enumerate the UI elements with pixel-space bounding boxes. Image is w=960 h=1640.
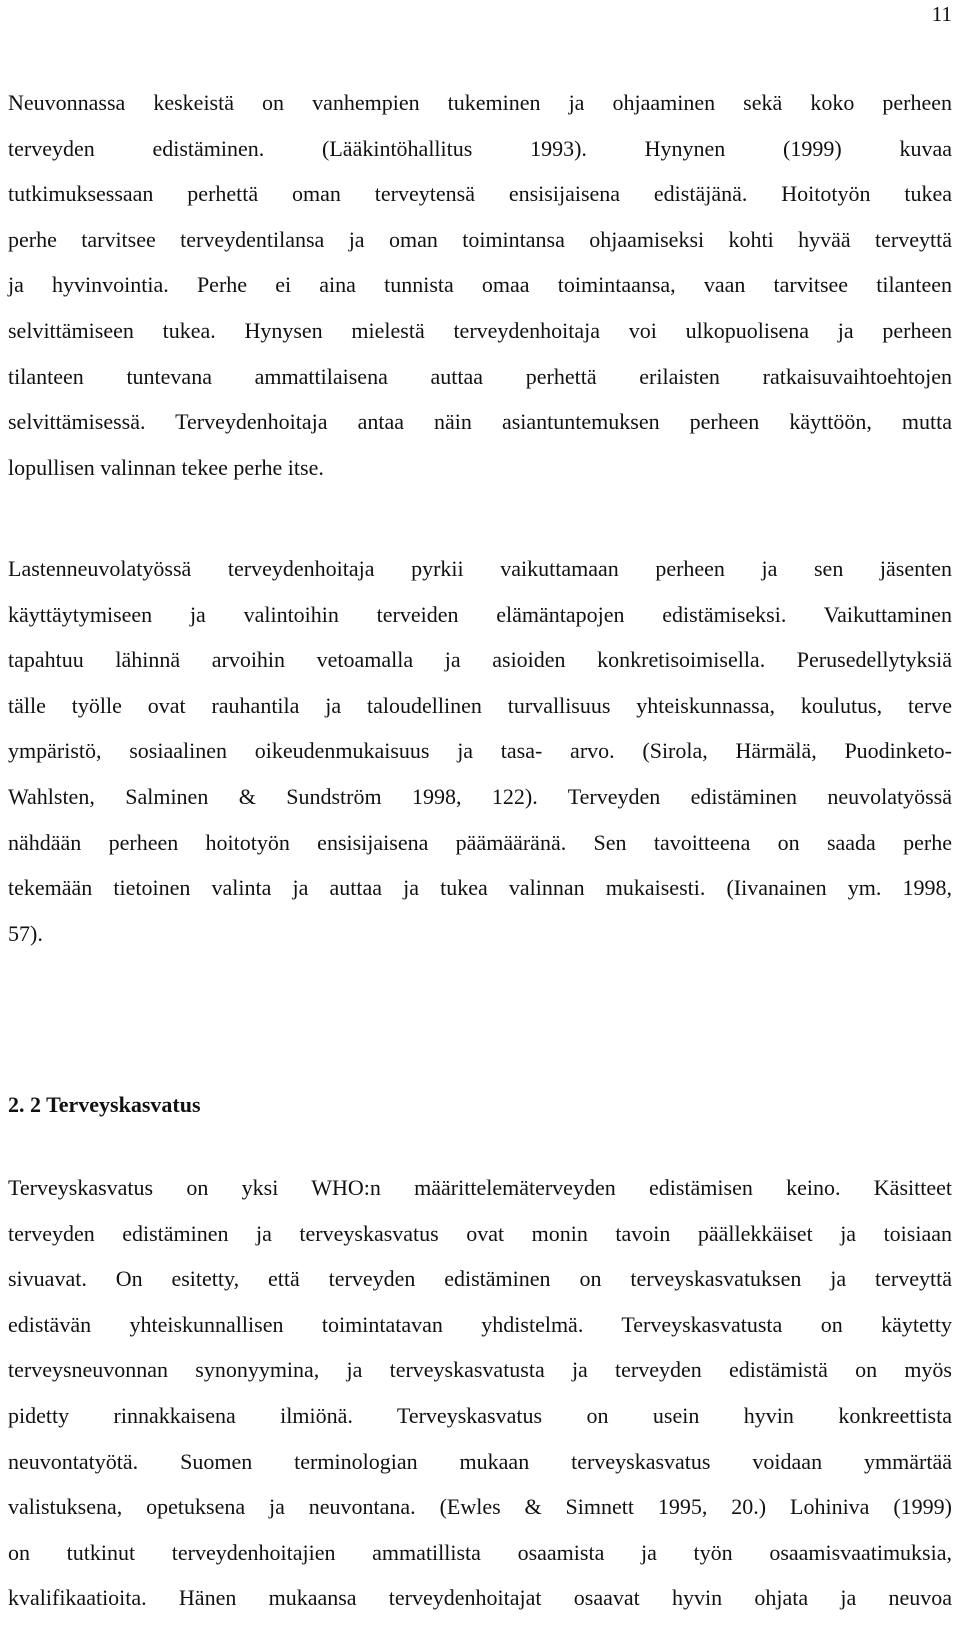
text-line: selvittämisessä. Terveydenhoitaja antaa näin asiantuntemuksen perheen käyttöön, mutta: [8, 409, 952, 435]
text-line: tilanteen tuntevana ammattilaisena auttaa perhettä erilaisten ratkaisuvaihtoehtojen: [8, 363, 952, 389]
text-line: neuvontatyötä. Suomen terminologian mukaan terveyskasvatus voidaan ymmärtää: [8, 1448, 952, 1474]
paragraph-neuvonta: [8, 80, 952, 490]
text-line: Lastenneuvolatyössä terveydenhoitaja pyrkii vaikuttamaan perheen ja sen jäsenten: [8, 556, 952, 581]
text-line: Wahlsten, Salminen & Sundström 1998, 122). Terveyden edistäminen neuvolatyössä: [8, 783, 952, 809]
text-line: Neuvonnassa keskeistä on vanhempien tukeminen ja ohjaaminen sekä koko perheen: [8, 90, 952, 115]
text-line: pidetty rinnakkaisena ilmiönä. Terveyskasvatus on usein hyvin konkreettista: [8, 1402, 952, 1428]
text-line: valistuksena, opetuksena ja neuvontana. (Ewles & Simnett 1995, 20.) Lohiniva (1999): [8, 1494, 952, 1520]
page-number: 11: [931, 2, 952, 26]
text-line: terveysneuvonnan synonyymina, ja terveyskasvatusta ja terveyden edistämistä on myös: [8, 1357, 952, 1383]
text-line: kvalifikaatioita. Hänen mukaansa terveydenhoitajat osaavat hyvin ohjata ja neuvoa: [8, 1585, 952, 1611]
text-line: nähdään perheen hoitotyön ensisijaisena päämääränä. Sen tavoitteena on saada perhe: [8, 829, 952, 855]
text-line: tälle työlle ovat rauhantila ja taloudellinen turvallisuus yhteiskunnassa, koulutus, terve: [8, 692, 952, 718]
text-line: ympäristö, sosiaalinen oikeudenmukaisuus ja tasa- arvo. (Sirola, Härmälä, Puodinketo-: [8, 738, 952, 764]
text-line: tekemään tietoinen valinta ja auttaa ja tukea valinnan mukaisesti. (Iivanainen ym. 1998,: [8, 875, 952, 901]
text-line: sivuavat. On esitetty, että terveyden edistäminen on terveyskasvatuksen ja terveyttä: [8, 1266, 952, 1292]
text-line: terveyden edistäminen. (Lääkintöhallitus 1993). Hynynen (1999) kuvaa: [8, 135, 952, 161]
text-line: käyttäytymiseen ja valintoihin terveiden elämäntapojen edistämiseksi. Vaikuttaminen: [8, 601, 952, 627]
text-line: ja hyvinvointia. Perhe ei aina tunnista omaa toimintaansa, vaan tarvitsee tilanteen: [8, 272, 952, 298]
text-line: tapahtuu lähinnä arvoihin vetoamalla ja asioiden konkretisoimisella. Perusedellytyksiä: [8, 647, 952, 673]
text-line: edistävän yhteiskunnallisen toimintatavan yhdistelmä. Terveyskasvatusta on käytetty: [8, 1311, 952, 1337]
text-line: selvittämiseen tukea. Hynysen mielestä terveydenhoitaja voi ulkopuolisena ja perheen: [8, 317, 952, 343]
section-heading: 2. 2 Terveyskasvatus: [8, 1092, 201, 1117]
paragraph-lastenneuvola: [8, 546, 952, 956]
text-line: Terveyskasvatus on yksi WHO:n määrittelemäterveyden edistämisen keino. Käsitteet: [8, 1175, 952, 1200]
text-line: 57).: [8, 920, 43, 946]
text-line: terveyden edistäminen ja terveyskasvatus ovat monin tavoin päällekkäiset ja toisiaan: [8, 1220, 952, 1246]
paragraph-terveyskasvatus: [8, 1165, 952, 1621]
text-line: on tutkinut terveydenhoitajien ammatillista osaamista ja työn osaamisvaatimuksia,: [8, 1539, 952, 1565]
text-line: lopullisen valinnan tekee perhe itse.: [8, 454, 324, 480]
text-line: perhe tarvitsee terveydentilansa ja oman toimintansa ohjaamiseksi kohti hyvää terveyttä: [8, 226, 952, 252]
text-line: tutkimuksessaan perhettä oman terveytensä ensisijaisena edistäjänä. Hoitotyön tukea: [8, 181, 952, 207]
